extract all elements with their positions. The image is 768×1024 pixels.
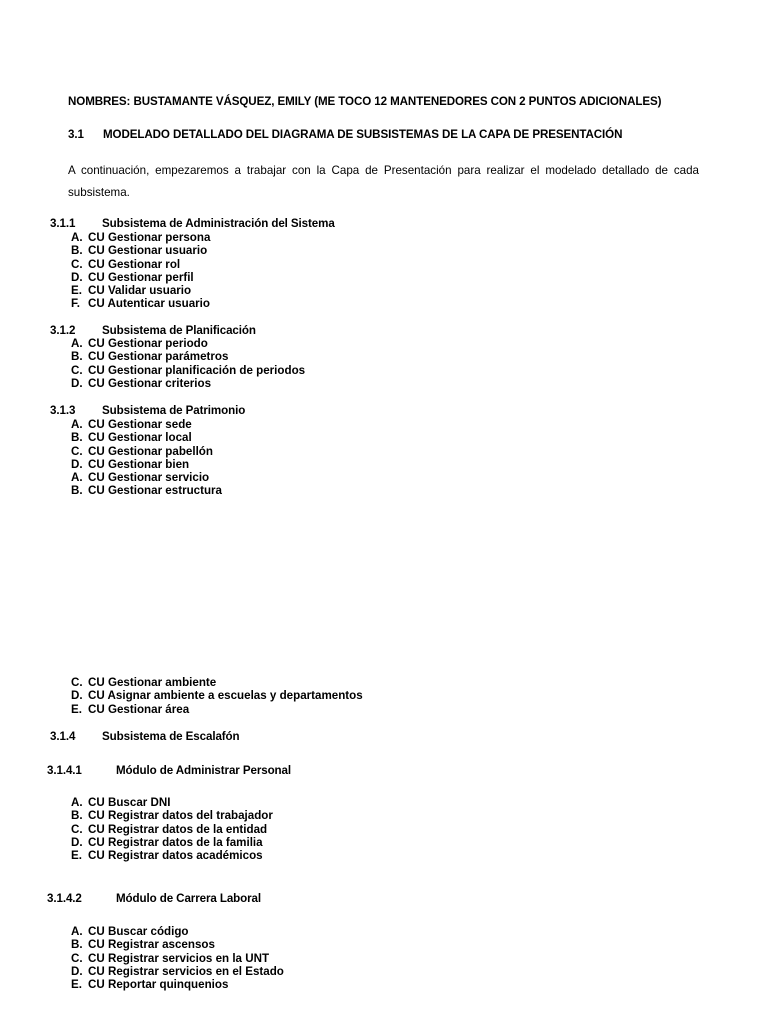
list-item: C. CU Gestionar rol: [71, 257, 181, 271]
use-case-list-patrimony-continued: [71, 676, 363, 716]
subsection-number: 3.1.1: [50, 217, 76, 230]
list-item: B. CU Registrar ascensos: [71, 938, 215, 952]
list-item: D. CU Asignar ambiente a escuelas y departamentos: [71, 689, 363, 703]
list-item: A. CU Gestionar persona: [71, 231, 211, 244]
list-item: F. CU Autenticar usuario: [71, 297, 210, 311]
subsection-heading-3-1-1: [50, 217, 335, 230]
list-item: E. CU Validar usuario: [71, 284, 192, 298]
list-item: C. CU Registrar servicios en la UNT: [71, 951, 270, 965]
subsection-title: Subsistema de Planificación: [102, 324, 256, 337]
use-case-list-career: [71, 925, 284, 991]
use-case-list-personal: [71, 796, 273, 862]
list-item: C. CU Gestionar planificación de periodos: [71, 363, 306, 377]
list-item: A. CU Buscar DNI: [71, 796, 171, 809]
list-item: D. CU Registrar servicios en el Estado: [71, 964, 284, 978]
list-item: B. CU Gestionar estructura: [71, 484, 223, 498]
list-item: B. CU Gestionar usuario: [71, 244, 208, 258]
section-title: MODELADO DETALLADO DEL DIAGRAMA DE SUBSISTEMAS DE LA CAPA DE PRESENTACIÓN: [103, 128, 623, 141]
list-item: D. CU Gestionar criterios: [71, 376, 212, 390]
use-case-list-planning: [71, 337, 305, 390]
subsection-heading-3-1-2: [50, 324, 256, 337]
list-item: E. CU Registrar datos académicos: [71, 849, 263, 863]
module-heading-3-1-4-1: [47, 764, 291, 777]
list-item: E. CU Gestionar área: [71, 702, 190, 716]
subsection-title: Subsistema de Patrimonio: [102, 404, 246, 417]
list-item: D. CU Registrar datos de la familia: [71, 835, 263, 849]
list-item: B. CU Gestionar local: [71, 431, 192, 445]
list-item: C. CU Gestionar ambiente: [71, 676, 217, 689]
subsection-title: Subsistema de Administración del Sistema: [102, 217, 335, 230]
list-item: A. CU Buscar código: [71, 925, 189, 938]
module-number: 3.1.4.2: [47, 892, 82, 905]
use-case-list-admin: [71, 231, 210, 311]
list-item: E. CU Reportar quinquenios: [71, 978, 229, 992]
subsection-heading-3-1-4: [50, 730, 240, 743]
intro-paragraph: A continuación, empezaremos a trabajar con la Capa de Presentación para realizar el modelado detallado de cada subsistema.: [68, 164, 699, 199]
list-item: A. CU Gestionar periodo: [71, 337, 208, 350]
subsection-number: 3.1.3: [50, 404, 76, 417]
section-heading: [68, 128, 622, 141]
subsection-title: Subsistema de Escalafón: [102, 730, 240, 743]
module-title: Módulo de Administrar Personal: [116, 764, 292, 777]
module-title: Módulo de Carrera Laboral: [116, 892, 262, 905]
list-item: D. CU Gestionar perfil: [71, 270, 194, 284]
author-names: NOMBRES: BUSTAMANTE VÁSQUEZ, EMILY (ME TOCO 12 MANTENEDORES CON 2 PUNTOS ADICIONALES): [68, 95, 662, 108]
subsection-number: 3.1.2: [50, 324, 76, 337]
list-item: B. CU Gestionar parámetros: [71, 350, 229, 364]
list-item: A. CU Gestionar sede: [71, 418, 192, 431]
list-item: C. CU Registrar datos de la entidad: [71, 822, 268, 836]
section-number: 3.1: [68, 128, 84, 141]
subsection-number: 3.1.4: [50, 730, 76, 743]
list-item: D. CU Gestionar bien: [71, 457, 190, 471]
list-item: B. CU Registrar datos del trabajador: [71, 809, 273, 823]
subsection-heading-3-1-3: [50, 404, 245, 417]
list-item: A. CU Gestionar servicio: [71, 471, 210, 485]
module-heading-3-1-4-2: [47, 892, 261, 905]
list-item: C. CU Gestionar pabellón: [71, 444, 213, 458]
use-case-list-patrimony: [71, 418, 222, 498]
module-number: 3.1.4.1: [47, 764, 82, 777]
